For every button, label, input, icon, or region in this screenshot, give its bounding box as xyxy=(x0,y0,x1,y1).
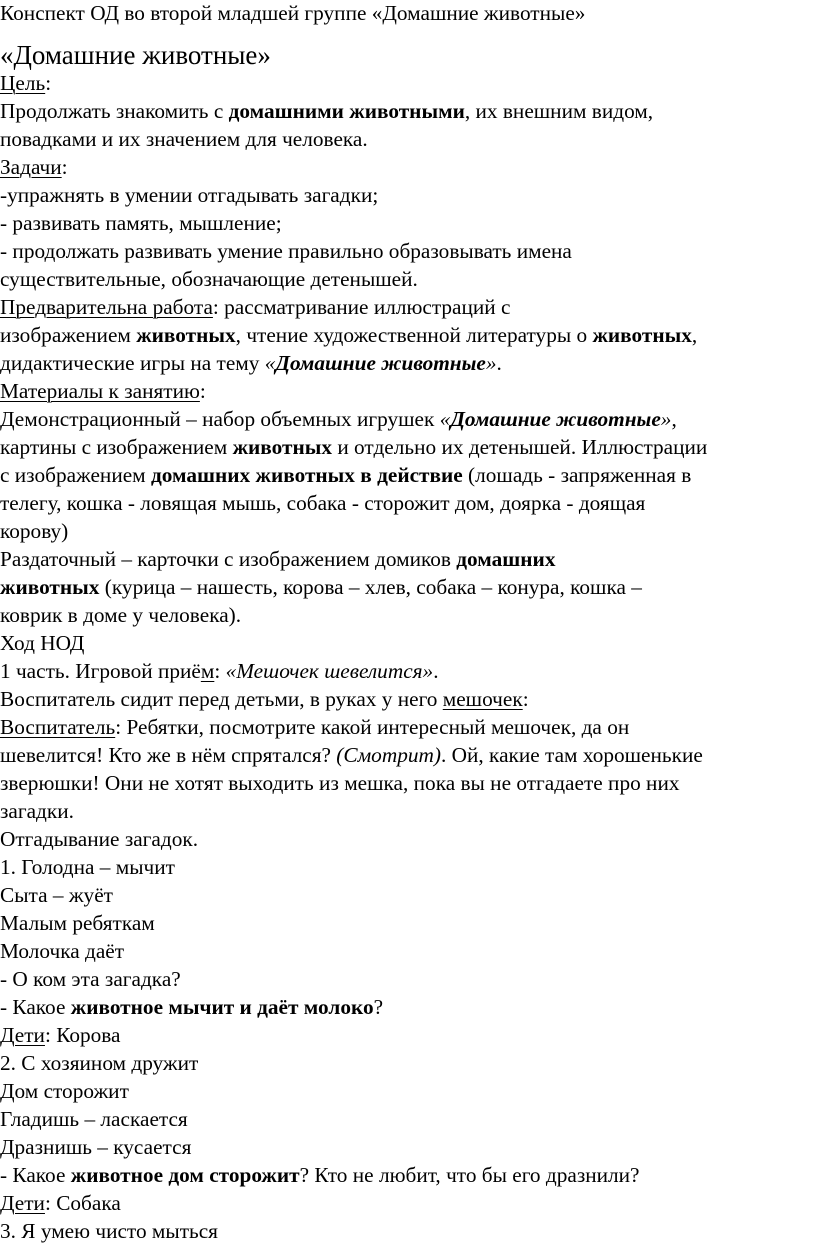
text-run: Отгадывание загадок. xyxy=(0,827,199,851)
text-run: повадками и их значением для человека. xyxy=(0,127,368,151)
text-line xyxy=(0,994,383,1021)
text-run: дидактические игры на тему xyxy=(0,351,265,375)
text-run: » xyxy=(485,351,497,375)
text-line xyxy=(0,126,368,153)
text-line xyxy=(0,1106,188,1133)
text-run: « xyxy=(264,351,276,375)
text-run: животных xyxy=(0,575,100,599)
text-run: шевелится! Кто же в нём спрятался? xyxy=(0,743,337,767)
text-line xyxy=(0,770,680,797)
text-run: коврик в доме у человека). xyxy=(0,603,242,627)
text-run: ? Кто не любит, что бы его дразнили? xyxy=(299,1163,640,1187)
text-run: Дети xyxy=(0,1023,45,1047)
text-run: , их внешним видом, xyxy=(464,99,654,123)
text-run: Предварительна работа xyxy=(0,295,213,319)
text-run: 3. Я умею чисто мыться xyxy=(0,1219,218,1243)
text-run: зверюшки! Они не хотят выходить из мешка, пока вы не отгадаете про них xyxy=(0,771,680,795)
text-run: Цель xyxy=(0,71,46,95)
text-line xyxy=(0,966,181,993)
text-run: Молочка даёт xyxy=(0,939,125,963)
text-run: корову) xyxy=(0,519,69,543)
text-run: загадки. xyxy=(0,799,74,823)
text-run: Малым ребяткам xyxy=(0,911,155,935)
text-run: Задачи xyxy=(0,155,62,179)
text-run: изображением xyxy=(0,323,137,347)
text-line xyxy=(0,462,691,489)
text-run: 1 часть. Игровой приё xyxy=(0,659,201,683)
text-run: : xyxy=(45,71,52,95)
text-line xyxy=(0,210,282,237)
text-line xyxy=(0,434,707,461)
text-run: существительные, обозначающие детенышей. xyxy=(0,267,418,291)
text-line xyxy=(0,938,124,965)
text-run: домашних животных в действие xyxy=(150,463,463,487)
text-line xyxy=(0,266,418,293)
text-line xyxy=(0,1134,191,1161)
text-line xyxy=(0,518,68,545)
text-line xyxy=(0,70,51,97)
text-run: : Корова xyxy=(44,1023,121,1047)
text-run: Конспект ОД во второй младшей группе «Домашние животные» xyxy=(0,1,586,25)
text-run: . Ой, какие там хорошенькие xyxy=(440,743,703,767)
text-line xyxy=(0,1078,129,1105)
text-run: и отдельно их детенышей. Иллюстрации xyxy=(332,435,708,459)
text-run: , xyxy=(691,323,698,347)
text-line xyxy=(0,910,155,937)
text-run: : Ребятки, посмотрите какой интересный мешочек, да он xyxy=(115,715,630,739)
text-run: - развивать память, мышление; xyxy=(0,211,282,235)
text-run: животных xyxy=(592,323,692,347)
text-run: Домашние животные xyxy=(275,351,486,375)
text-line xyxy=(0,406,677,433)
text-run: с изображением xyxy=(0,463,151,487)
text-line xyxy=(0,826,198,853)
text-run: : xyxy=(214,659,226,683)
text-run: (курица – нашесть, корова – хлев, собака – конура, кошка – xyxy=(99,575,642,599)
text-line xyxy=(0,350,502,377)
document-heading xyxy=(0,38,271,72)
text-run: животных xyxy=(232,435,333,459)
text-run: «Домашние животные» xyxy=(0,40,271,70)
text-line xyxy=(0,546,555,573)
text-run: : xyxy=(199,379,206,403)
text-line xyxy=(0,294,510,321)
text-line xyxy=(0,1218,218,1245)
text-run: - продолжать развивать умение правильно образовывать имена xyxy=(0,239,572,263)
text-run: животное дом сторожит xyxy=(70,1163,300,1187)
text-run: домашних xyxy=(456,547,556,571)
text-line xyxy=(0,714,629,741)
text-run: 1. Голодна – мычит xyxy=(0,855,175,879)
text-run: Дразнишь – кусается xyxy=(0,1135,192,1159)
text-run: 2. С хозяином дружит xyxy=(0,1051,199,1075)
text-run: животных xyxy=(136,323,236,347)
text-run: Ход НОД xyxy=(0,631,85,655)
text-line xyxy=(0,378,206,405)
text-run: мешочек xyxy=(442,687,523,711)
text-run: Воспитатель xyxy=(0,715,116,739)
text-line xyxy=(0,322,697,349)
text-run: (лошадь - запряженная в xyxy=(462,463,692,487)
text-run: : рассматривание иллюстраций с xyxy=(212,295,511,319)
text-run: Раздаточный – карточки с изображением домиков xyxy=(0,547,457,571)
text-line xyxy=(0,854,175,881)
text-run: «Мешочек шевелится» xyxy=(225,659,434,683)
text-run: картины с изображением xyxy=(0,435,233,459)
text-line xyxy=(0,658,439,685)
text-run: : xyxy=(522,687,529,711)
text-run: животное мычит и даёт молоко xyxy=(70,995,374,1019)
text-line xyxy=(0,1190,121,1217)
text-line xyxy=(0,574,642,601)
text-run: Продолжать знакомить с xyxy=(0,99,229,123)
text-run: , xyxy=(671,407,677,431)
text-line xyxy=(0,490,645,517)
text-run: Сыта – жуёт xyxy=(0,883,113,907)
text-run: » xyxy=(660,407,672,431)
text-line xyxy=(0,602,241,629)
text-line xyxy=(0,238,572,265)
text-run: « xyxy=(439,407,451,431)
text-line xyxy=(0,154,68,181)
text-run: : xyxy=(61,155,68,179)
text-run: Домашние животные xyxy=(450,407,661,431)
text-run: м xyxy=(200,659,215,683)
text-line xyxy=(0,686,529,713)
text-line xyxy=(0,98,653,125)
text-line xyxy=(0,0,585,27)
text-line xyxy=(0,630,84,657)
text-run: . xyxy=(433,659,439,683)
text-run: домашними животными xyxy=(228,99,465,123)
text-run: Воспитатель сидит перед детьми, в руках у него xyxy=(0,687,443,711)
text-run: Демонстрационный – набор объемных игрушек xyxy=(0,407,440,431)
text-run: Дети xyxy=(0,1191,45,1215)
text-line xyxy=(0,1022,121,1049)
text-run: -упражнять в умении отгадывать загадки; xyxy=(0,183,379,207)
text-run: - Какое xyxy=(0,995,71,1019)
text-run: Материалы к занятию xyxy=(0,379,200,403)
text-run: , чтение художественной литературы о xyxy=(235,323,593,347)
text-line xyxy=(0,1050,198,1077)
text-run: - Какое xyxy=(0,1163,71,1187)
text-run: - О ком эта загадка? xyxy=(0,967,181,991)
text-run: . xyxy=(496,351,502,375)
text-run: Гладишь – ласкается xyxy=(0,1107,188,1131)
text-line xyxy=(0,798,74,825)
text-run: : Собака xyxy=(44,1191,121,1215)
text-run: ? xyxy=(373,995,384,1019)
text-run: (Смотрит) xyxy=(336,743,441,767)
text-line xyxy=(0,742,703,769)
text-line xyxy=(0,1162,640,1189)
text-run: Дом сторожит xyxy=(0,1079,129,1103)
text-line xyxy=(0,182,378,209)
text-line xyxy=(0,882,113,909)
text-run: телегу, кошка - ловящая мышь, собака - сторожит дом, доярка - доящая xyxy=(0,491,646,515)
